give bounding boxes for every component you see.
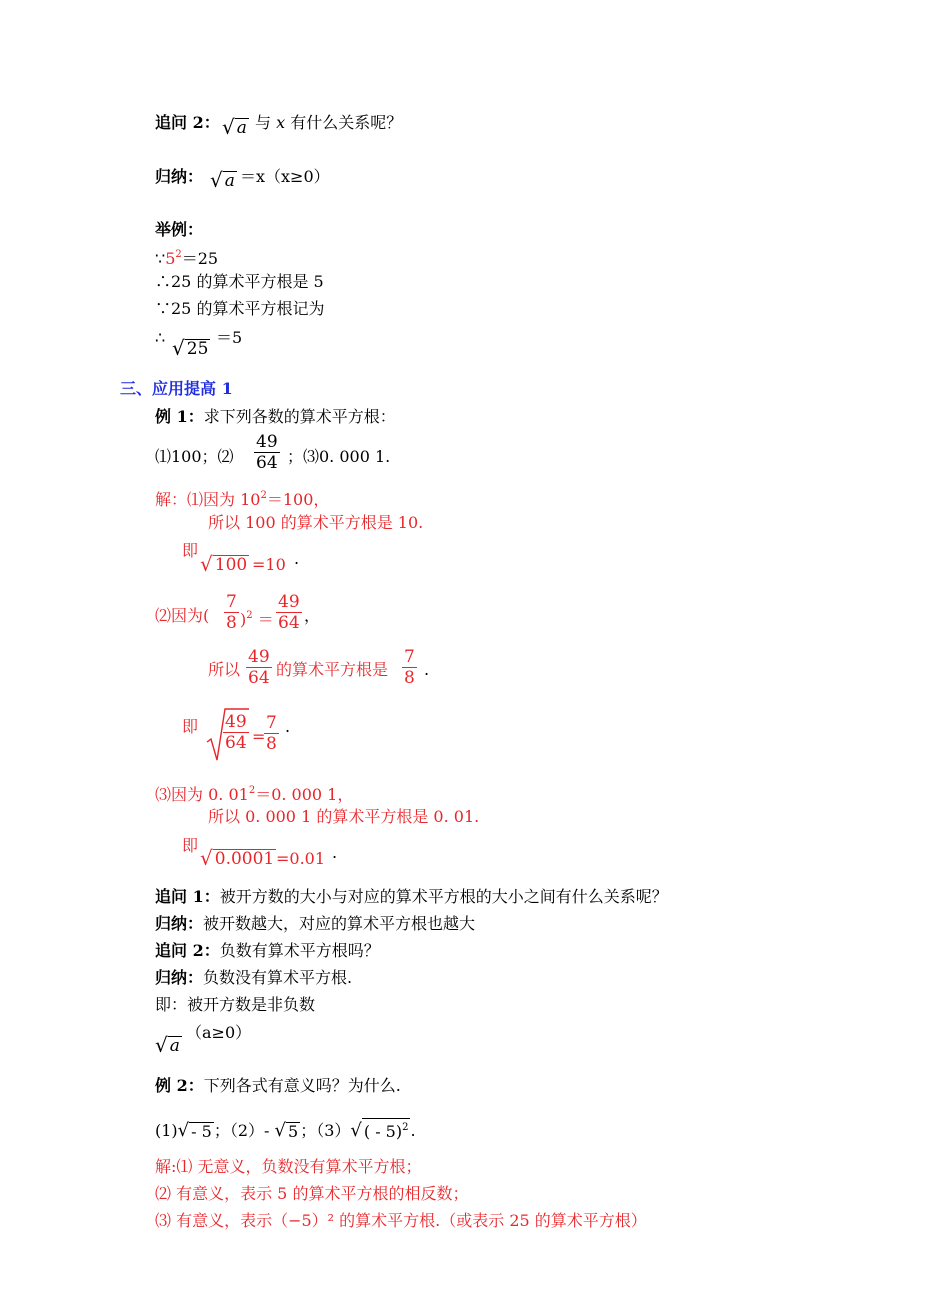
example-line-2: ∴25 的算术平方根是 5 bbox=[155, 272, 324, 291]
summary-line: 归纳： bbox=[155, 167, 204, 186]
summary-2-line: 归纳：负数没有算术平方根. bbox=[155, 968, 353, 987]
solution-1-result: =10 bbox=[252, 555, 286, 574]
solution-3-line-2: 所以 0. 000 1 的算术平方根是 0. 01. bbox=[208, 807, 480, 826]
sqrt-0.0001-expression: √ 0.0001 bbox=[200, 846, 275, 870]
example-line-3: ∵25 的算术平方根记为 bbox=[155, 299, 325, 318]
example-2-line: 例 2：下列各式有意义吗？为什么. bbox=[155, 1076, 401, 1095]
answer-2: ⑵ 有意义，表示 5 的算术平方根的相反数； bbox=[155, 1184, 469, 1203]
solution-1-line-2: 所以 100 的算术平方根是 10. bbox=[208, 513, 424, 532]
fraction-7-8: $\frac{7}{8}$ bbox=[404, 647, 415, 688]
solution-3-ie: 即 bbox=[182, 836, 199, 855]
followup-question-text: 与 x 有什么关系呢？ bbox=[255, 113, 403, 132]
solution-2-paren: )$^2$ ＝ bbox=[240, 610, 274, 629]
section-heading: 三、应用提高 1 bbox=[120, 379, 233, 398]
solution-3-result: =0.01 bbox=[276, 849, 326, 868]
example-line-4-prefix: ∴ bbox=[155, 328, 166, 347]
followup-2-line bbox=[155, 113, 220, 133]
solution-3-line-1: ⑶因为 0. $01^2=0$. 000 1， bbox=[155, 785, 354, 804]
solution-2-line-2b: 的算术平方根是 bbox=[276, 660, 389, 679]
fraction-7-8: $\frac{7}{8}$ bbox=[226, 592, 237, 633]
solution-2-comma: ， bbox=[304, 606, 321, 625]
solution-1-ie: 即 bbox=[182, 541, 199, 560]
example-label: 举例： bbox=[155, 220, 204, 239]
summary-1-line: 归纳：被开数越大，对应的算术平方根也越大 bbox=[155, 914, 476, 933]
example-2-items: (1)√ - 5 ；（2）- √ 5 ；（3）√ ( - 5)$^2$ . bbox=[155, 1120, 416, 1141]
example-1-item-3: ；⑶0. 000 1. bbox=[287, 447, 391, 466]
solution-2-ie-dot: . bbox=[285, 717, 291, 736]
answer-1: 解:⑴ 无意义，负数没有算术平方根； bbox=[155, 1157, 422, 1176]
sqrt-a-expression: √ a bbox=[210, 168, 235, 192]
solution-2-line-1: ⑵因为( bbox=[155, 606, 210, 625]
summary-rhs: ＝x（x≥0） bbox=[240, 167, 330, 186]
fraction-49-64: $\frac{49}{64}$ bbox=[256, 432, 278, 473]
followup-2-line-b: 追问 2：负数有算术平方根吗？ bbox=[155, 941, 380, 960]
example-1-line: 例 1：求下列各数的算术平方根： bbox=[155, 407, 396, 426]
sqrt-100-expression: √ 100 bbox=[200, 552, 248, 576]
sqrt-a-expression: √ a bbox=[155, 1033, 180, 1057]
solution-1-line-1: 解：⑴因为 $10^2=100$， bbox=[155, 490, 330, 509]
followup-1-line: 追问 1：被开方数的大小与对应的算术平方根的大小之间有什么关系呢？ bbox=[155, 887, 668, 906]
followup-label: 追问 2： bbox=[155, 113, 220, 132]
solution-2-ie: 即 bbox=[182, 717, 199, 736]
sqrt-25-expression: √ 25 bbox=[172, 336, 209, 360]
fraction-7-8: $\frac{7}{8}$ bbox=[266, 713, 277, 754]
ie-line: 即：被开方数是非负数 bbox=[155, 995, 316, 1014]
example-line-1: $\because 5^2=25$ bbox=[155, 249, 219, 268]
solution-3-dot: . bbox=[332, 843, 338, 862]
fraction-49-64: $\frac{49}{64}$ bbox=[248, 647, 270, 688]
solution-1-dot: . bbox=[294, 549, 300, 568]
condition-text: （a≥0） bbox=[186, 1023, 252, 1042]
fraction-49-64: $\frac{49}{64}$ bbox=[278, 592, 300, 633]
solution-2-eq: = bbox=[252, 727, 266, 746]
solution-2-dot: . bbox=[424, 660, 430, 679]
example-1-items: ⑴100；⑵ bbox=[155, 447, 234, 466]
sqrt-a-expression: √ a bbox=[222, 115, 247, 139]
example-line-4-rest: ＝5 bbox=[216, 328, 243, 347]
answer-3: ⑶ 有意义，表示（−5）² 的算术平方根.（或表示 25 的算术平方根） bbox=[155, 1211, 647, 1230]
solution-2-line-2a: 所以 bbox=[208, 660, 241, 679]
